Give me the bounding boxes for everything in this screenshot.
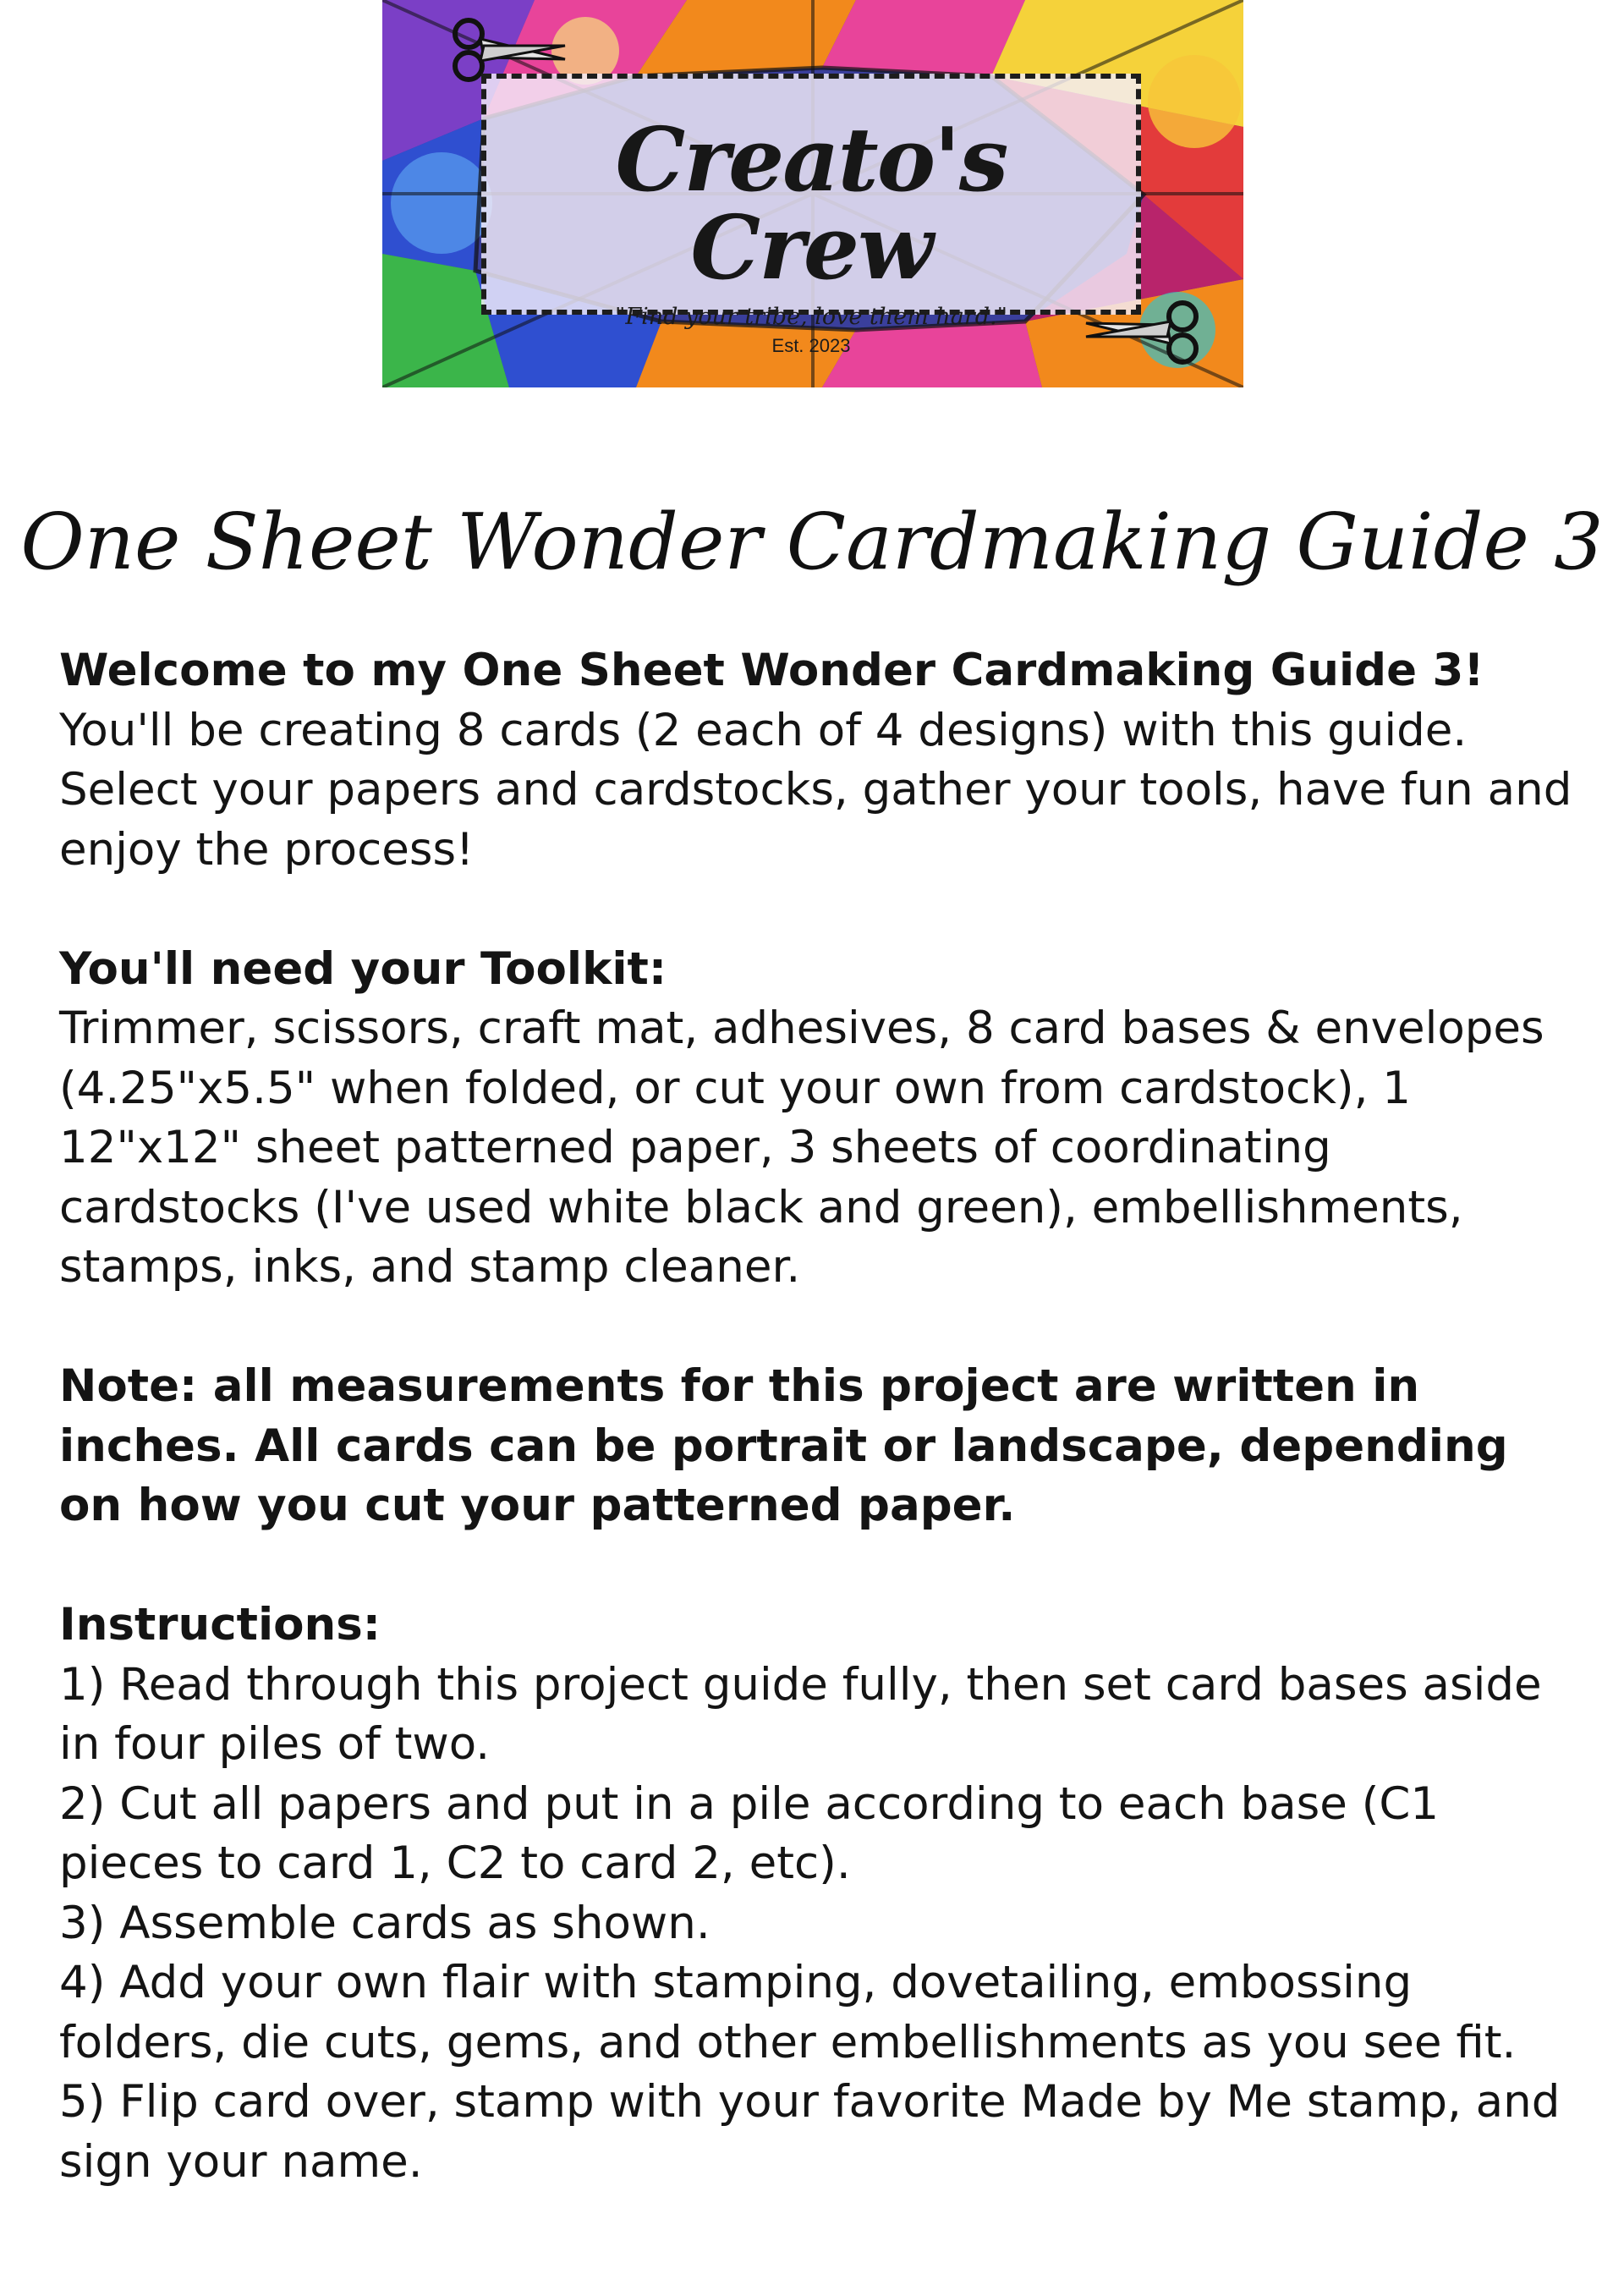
welcome-heading: Welcome to my One Sheet Wonder Cardmaking Guide 3! [59, 645, 1484, 696]
banner-sign [481, 74, 1141, 356]
spacer [59, 880, 1582, 940]
page-title: One Sheet Wonder Cardmaking Guide 3 [20, 497, 1604, 587]
toolkit-heading: You'll need your Toolkit: [59, 942, 667, 995]
welcome-body: You'll be creating 8 cards (2 each of 4 designs) with this guide. Select your papers and cardstocks, gather your tools, have fun and enjoy the process! [59, 704, 1572, 876]
instruction-step: 5) Flip card over, stamp with your favorite Made by Me stamp, and sign your name. [59, 2076, 1561, 2188]
toolkit-body: Trimmer, scissors, craft mat, adhesives, 8 card bases & envelopes (4.25"x5.5" when folded, or cut your own from cardstock), 1 12"x12" sheet patterned paper, 3 sheets of coordinating cardstocks (I've used white black and green), embellishments, stamps, inks, and stamp cleaner. [59, 1002, 1544, 1293]
instructions-heading: Instructions: [59, 1599, 381, 1651]
brand-tagline: "Find your tribe, love them hard." [614, 304, 1008, 330]
spacer [59, 1536, 1582, 1596]
brand-name: Creato's Crew [615, 107, 1007, 299]
guide-content [59, 641, 1582, 2192]
spacer [59, 1298, 1582, 1358]
instruction-step: 4) Add your own flair with stamping, dovetailing, embossing folders, die cuts, gems, and other embellishments as you see fit. [59, 1957, 1517, 2068]
instruction-step: 3) Assemble cards as shown. [59, 1897, 710, 1949]
established-year: Est. 2023 [771, 335, 851, 356]
header-banner [382, 0, 1243, 387]
instruction-step: 2) Cut all papers and put in a pile according to each base (C1 pieces to card 1, C2 to card 2, etc). [59, 1777, 1440, 1889]
measurement-note: Note: all measurements for this project are written in inches. All cards can be portrait or landscape, depending on how you cut your patterned paper. [59, 1360, 1508, 1531]
instruction-step: 1) Read through this project guide fully, then set card bases aside in four piles of two. [59, 1658, 1542, 1770]
